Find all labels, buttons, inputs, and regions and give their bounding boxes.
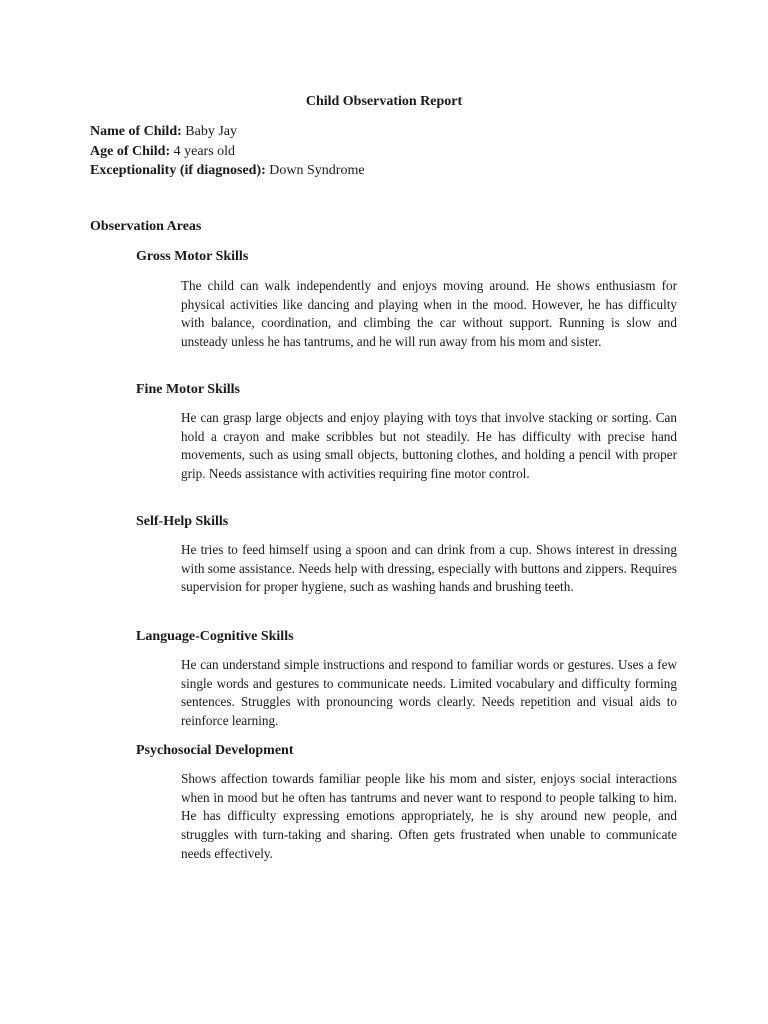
exceptionality-label: Exceptionality (if diagnosed): — [90, 163, 266, 178]
age-row — [90, 142, 365, 162]
section-heading-self-help: Self-Help Skills — [136, 514, 229, 529]
child-info — [90, 122, 365, 181]
section-heading-gross-motor: Gross Motor Skills — [136, 249, 249, 264]
section-body-gross-motor: The child can walk independently and enjoys moving around. He shows enthusiasm for physical activities like dancing and playing when in the mood. However, he has difficulty with balance, coordination, and climbing the car without support. Running is slow and unsteady unless he has tantrums, and he will run away from his mom and sister. — [181, 278, 677, 350]
age-label: Age of Child: — [90, 143, 171, 159]
name-label: Name of Child: — [90, 124, 182, 139]
section-heading-psychosocial: Psychosocial Development — [136, 743, 294, 758]
section-heading-language-cognitive: Language-Cognitive Skills — [136, 629, 294, 644]
name-value: Baby Jay — [185, 124, 237, 139]
exceptionality-value: Down Syndrome — [269, 163, 365, 178]
age-value: 4 years old — [173, 143, 236, 159]
observation-areas-heading: Observation Areas — [90, 219, 202, 234]
section-body-psychosocial: Shows affection towards familiar people like his mom and sister, enjoys social interactions when in mood but he often has tantrums and never want to respond to people talking to him. He has difficulty expressing emotions appropriately, he is shy around new people, and struggles with turn-taking and sharing. Often gets frustrated when unable to communicate needs effectively. — [181, 771, 677, 861]
section-body-self-help: He tries to feed himself using a spoon and can drink from a cup. Shows interest in dressing with some assistance. Needs help with dressing, especially with buttons and zippers. Requires supervision for proper hygiene, such as washing hands and brushing teeth. — [181, 542, 677, 595]
report-title: Child Observation Report — [305, 94, 463, 109]
section-heading-fine-motor: Fine Motor Skills — [136, 382, 240, 397]
exceptionality-row — [90, 161, 365, 181]
section-body-language-cognitive: He can understand simple instructions and respond to familiar words or gestures. Uses a few single words and gestures to communicate needs. Limited vocabulary and difficulty forming sentences. Struggles with pronouncing words clearly. Needs repetition and visual aids to reinforce learning. — [181, 657, 677, 729]
section-body-fine-motor: He can grasp large objects and enjoy playing with toys that involve stacking or sorting. Can hold a crayon and make scribbles but not steadily. He has difficulty with precise hand movements, such as using small objects, buttoning clothes, and holding a pencil with proper grip. Needs assistance with activities requiring fine motor control. — [181, 410, 677, 482]
name-row — [90, 122, 365, 142]
